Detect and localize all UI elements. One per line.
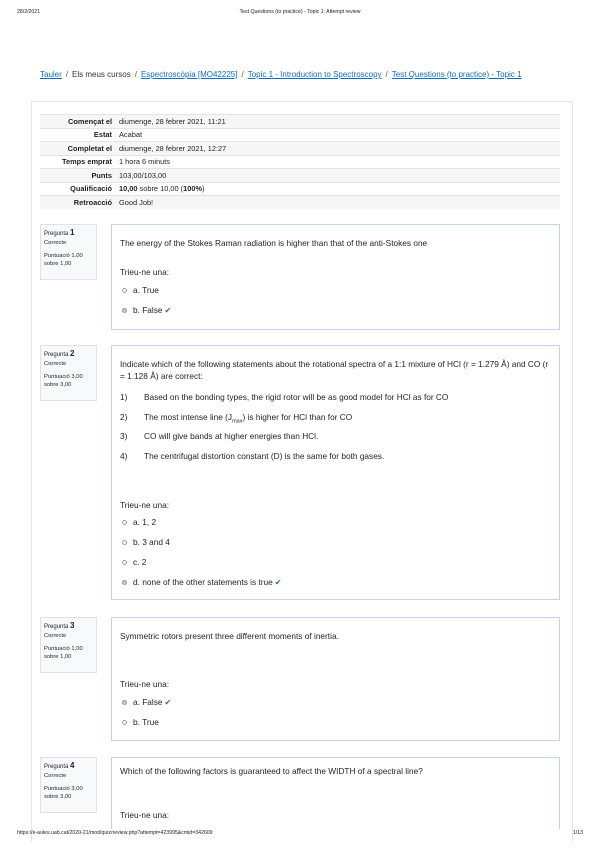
answer-option-a[interactable]: a. False ✔ [122,697,171,707]
print-page-number: 1/13 [572,830,583,836]
summary-value: Good Job! [116,196,560,210]
answer-option-b[interactable]: b. False ✔ [122,305,171,315]
answer-option-d[interactable]: d. none of the other statements is true ✔ [122,577,281,587]
grade-value: 10,00 [119,184,138,194]
breadcrumb-courses: Els meus cursos [72,70,131,79]
question-text: The energy of the Stokes Raman radiation is higher than that of the anti-Stokes one [120,238,428,248]
summary-value: 103,00/103,00 [116,169,560,183]
radio-icon[interactable] [122,560,127,565]
summary-row-grade [40,182,560,196]
check-icon: ✔ [274,577,282,587]
summary-value [116,182,560,196]
radio-icon[interactable] [122,520,127,525]
summary-label: Temps emprat [40,155,116,169]
grade-percent: 100% [183,184,203,194]
print-header [17,9,583,19]
summary-value: diumenge, 28 febrer 2021, 11:21 [116,115,560,129]
attempt-summary-table [40,114,560,209]
grade-out-of: sobre 10,00 ( [137,184,184,194]
summary-row-completed [40,142,560,156]
question-text: Symmetric rotors present three different moments of inertia. [120,631,339,641]
question-state: Correcte [44,240,67,246]
question-number: Pregunta 1 [44,228,75,237]
summary-label: Estat [40,128,116,142]
summary-label: Retroacció [40,196,116,210]
summary-label: Començat el [40,115,116,129]
question-number: Pregunta 3 [44,621,75,630]
statement-item: 1) Based on the bonding types, the rigid rotor will be as good model for HCl as for CO [120,392,449,402]
summary-row-time [40,155,560,169]
answer-option-b[interactable]: b. 3 and 4 [122,537,170,547]
breadcrumb: Tauler / Els meus cursos / Espectroscòpia [MO42225] / Topic 1 - Introduction to Spectroscopy / Test Questions (to practice) - Topic 1 [40,70,522,79]
question-state: Correcte [44,773,67,779]
question-grade: Puntuació 3,00 sobre 3,00 [44,374,83,388]
question-grade: Puntuació 3,00 sobre 3,00 [44,786,83,800]
summary-label: Qualificació [40,182,116,196]
print-title: Test Questions (to practice) - Topic 1: Attempt review [239,9,361,15]
question-number: Pregunta 4 [44,761,75,770]
question-text: Indicate which of the following statements about the rotational spectra of a 1:1 mixture of HCl (r = 1.279 Å) and CO (r = 1.128 Å) are correct: [120,359,549,381]
question-grade: Puntuació 1,00 sobre 1,00 [44,253,83,267]
breadcrumb-course-link[interactable]: Espectroscòpia [MO42225] [140,70,238,79]
summary-value: diumenge, 28 febrer 2021, 12:27 [116,142,560,156]
print-date: 28/2/2021 [17,9,41,15]
question-info-4 [40,757,97,813]
breadcrumb-home-link[interactable]: Tauler [40,70,62,79]
breadcrumb-section-link[interactable]: Topic 1 - Introduction to Spectroscopy [247,70,382,79]
grade-close: ) [202,184,205,194]
radio-icon[interactable] [122,720,127,725]
breadcrumb-quiz-link[interactable]: Test Questions (to practice) - Topic 1 [391,70,522,79]
question-info-1 [40,224,97,280]
question-info-2 [40,345,97,401]
summary-label: Completat el [40,142,116,156]
radio-selected-icon[interactable] [122,580,127,585]
radio-icon[interactable] [122,288,127,293]
summary-value: 1 hora 6 minuts [116,155,560,169]
summary-row-feedback [40,196,560,210]
choose-prompt: Trieu-ne una: [120,500,170,510]
summary-row-marks [40,169,560,183]
answer-option-a[interactable]: a. 1, 2 [122,517,156,527]
choose-prompt: Trieu-ne una: [120,679,170,689]
statement-item: 2) The most intense line $(J_{max})$ is higher for HCl than for CO [120,412,353,425]
check-icon: ✔ [164,697,172,707]
print-url: https://e-aules.uab.cat/2020-21/mod/quiz/review.php?attempt=423995&cmid=342609 [17,830,213,836]
choose-prompt: Trieu-ne una: [120,267,170,277]
question-state: Correcte [44,361,67,367]
summary-value: Acabat [116,128,560,142]
summary-row-started [40,115,560,129]
answer-option-c[interactable]: c. 2 [122,557,146,567]
radio-selected-icon[interactable] [122,308,127,313]
question-content-2 [111,345,560,600]
answer-option-a[interactable]: a. True [122,285,159,295]
question-text: Which of the following factors is guaranteed to affect the WIDTH of a spectral line? [120,766,423,776]
choose-prompt: Trieu-ne una: [120,810,170,820]
check-icon: ✔ [164,305,172,315]
summary-label: Punts [40,169,116,183]
question-grade: Puntuació 1,00 sobre 1,00 [44,646,83,660]
question-info-3 [40,617,97,673]
print-footer [17,830,583,840]
question-number: Pregunta 2 [44,349,75,358]
question-content-1 [111,224,560,330]
summary-row-state [40,128,560,142]
question-content-3 [111,617,560,741]
question-content-4 [111,757,560,829]
statement-item: 3) CO will give bands at higher energies than HCl. [120,431,319,441]
radio-selected-icon[interactable] [122,700,127,705]
answer-option-b[interactable]: b. True [122,717,159,727]
statement-item: 4) The centrifugal distortion constant (D) is the same for both gases. [120,451,385,461]
question-state: Correcte [44,633,67,639]
radio-icon[interactable] [122,540,127,545]
